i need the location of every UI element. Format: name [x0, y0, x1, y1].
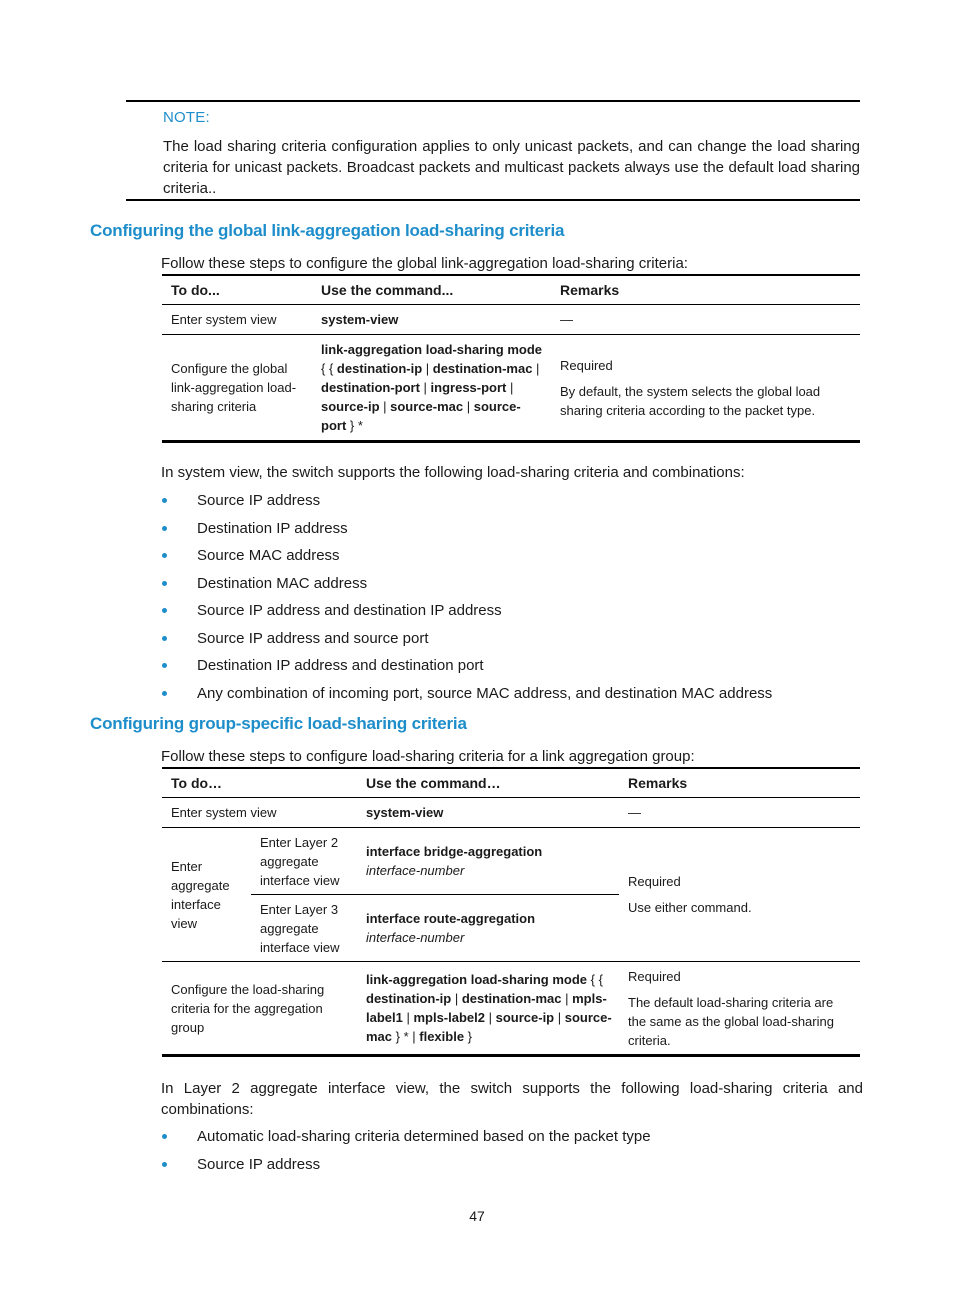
command-keyword: system-view [321, 312, 399, 327]
list-item-text: Source IP address and destination IP address [197, 602, 502, 619]
bullet-dot-icon [162, 663, 167, 668]
command-keyword: interface bridge-aggregation [366, 844, 543, 859]
command-keyword: interface route-aggregation [366, 911, 536, 926]
cell-command [357, 895, 619, 962]
cell-subtask: Enter Layer 2 aggregate interface view [251, 828, 357, 895]
cell-command [312, 305, 551, 335]
list-item [161, 1154, 651, 1182]
cell-remarks: — [551, 305, 860, 335]
list-item [161, 683, 772, 711]
cell-todo: Enter system view [162, 305, 312, 335]
command-syntax: | [419, 380, 431, 395]
command-syntax: | [485, 1010, 496, 1025]
command-argument: interface-number [366, 930, 465, 945]
command-syntax: { { [587, 972, 603, 987]
bullet-dot-icon [162, 608, 167, 613]
cell-remarks [619, 962, 860, 1056]
cell-todo: Configure the load-sharing criteria for the aggregation group [162, 962, 357, 1056]
command-keyword: mpls-label2 [413, 1010, 485, 1025]
list-item-text: Source IP address [197, 492, 321, 509]
list-item [161, 1126, 651, 1154]
cell-subtask: Enter Layer 3 aggregate interface view [251, 895, 357, 962]
command-keyword: destination-ip [366, 991, 452, 1006]
note-top-rule [126, 100, 860, 102]
header-remarks: Remarks [619, 768, 860, 798]
note-text: The load sharing criteria configuration applies to only unicast packets, and can change the load sharing criteria for unicast packets. Broadcast packets and multicast packets always use the default load sharing criteria.. [163, 138, 860, 197]
list-item [161, 518, 772, 546]
group-criteria-list [161, 1126, 651, 1181]
command-keyword: source-ip [495, 1010, 555, 1025]
table-header-row [162, 768, 860, 798]
global-criteria-list [161, 490, 772, 710]
section-after-group: In Layer 2 aggregate interface view, the switch supports the following load-sharing criteria and combinations: [161, 1080, 863, 1118]
list-item-text: Any combination of incoming port, source MAC address, and destination MAC address [197, 684, 773, 702]
bullet-dot-icon [162, 636, 167, 641]
list-item-text: Source IP address and source port [197, 629, 429, 647]
command-keyword: destination-mac [461, 991, 562, 1006]
command-syntax: { { [321, 361, 337, 376]
bullet-dot-icon [162, 526, 167, 531]
list-item-text: Source IP address [197, 1155, 321, 1173]
table-row [162, 305, 860, 335]
section-intro-group: Follow these steps to configure load-sharing criteria for a link aggregation group: [161, 748, 695, 765]
list-item [161, 628, 772, 656]
command-syntax: } * | [392, 1029, 420, 1044]
remarks-required: Required [628, 968, 681, 984]
bullet-dot-icon [162, 1162, 167, 1167]
command-keyword: ingress-port [430, 380, 507, 395]
cell-command [357, 962, 619, 1056]
cell-remarks: — [619, 798, 860, 828]
command-keyword: source-port [321, 399, 521, 433]
command-keyword: flexible [419, 1029, 465, 1044]
cell-remarks [619, 828, 860, 962]
cell-todo: Configure the global link-aggregation load-sharing criteria [162, 335, 312, 442]
command-syntax: | [451, 991, 462, 1006]
header-todo: To do... [162, 275, 312, 305]
table-header-row [162, 275, 860, 305]
bullet-dot-icon [162, 498, 167, 503]
list-item-text: Source MAC address [197, 547, 340, 564]
command-syntax: | [506, 380, 514, 395]
bullet-dot-icon [162, 581, 167, 586]
command-syntax: | [554, 1010, 565, 1025]
command-syntax: | [402, 1010, 414, 1025]
command-keyword: destination-ip [336, 361, 423, 376]
list-item-text: Destination MAC address [197, 574, 368, 592]
cell-remarks [551, 335, 860, 442]
header-remarks: Remarks [551, 275, 860, 305]
command-syntax: } * [346, 418, 363, 433]
command-keyword: source-ip [321, 399, 380, 414]
section-heading-group: Configuring group-specific load-sharing criteria [90, 714, 467, 733]
note-label: NOTE: [163, 109, 210, 126]
list-item [161, 600, 772, 628]
global-criteria-table [162, 274, 860, 443]
bullet-dot-icon [162, 1134, 167, 1139]
table-row [162, 335, 860, 442]
command-syntax: | [463, 399, 474, 414]
table-row [162, 828, 860, 895]
header-todo: To do… [162, 768, 357, 798]
list-item-text: Automatic load-sharing criteria determined based on the packet type [197, 1128, 651, 1145]
command-syntax: | [422, 361, 433, 376]
remarks-detail: By default, the system selects the global load sharing criteria according to the packet type. [560, 383, 821, 418]
header-command: Use the command... [312, 275, 551, 305]
command-keyword: destination-port [321, 380, 420, 395]
bullet-dot-icon [162, 553, 167, 558]
cell-todo: Enter system view [162, 798, 357, 828]
list-item [161, 545, 772, 573]
command-syntax: } [464, 1029, 473, 1044]
cell-command [312, 335, 551, 442]
command-keyword: link-aggregation load-sharing mode [321, 342, 543, 357]
command-syntax: | [379, 399, 391, 414]
bullet-dot-icon [162, 691, 167, 696]
list-item [161, 655, 772, 683]
list-item-text: Destination IP address and destination port [197, 657, 484, 674]
table-row [162, 798, 860, 828]
section-heading-global: Configuring the global link-aggregation load-sharing criteria [90, 221, 565, 240]
command-keyword: source-mac [390, 399, 464, 414]
table-row [162, 962, 860, 1056]
note-bottom-rule [126, 199, 860, 201]
list-item-text: Destination IP address [197, 519, 348, 537]
remarks-detail: Use either command. [628, 900, 752, 915]
command-keyword: source-mac [366, 1010, 612, 1044]
command-keyword: mpls-label1 [366, 991, 607, 1025]
list-item [161, 490, 772, 518]
remarks-required: Required [628, 874, 681, 889]
command-argument: interface-number [366, 863, 465, 878]
command-keyword: link-aggregation load-sharing mode [366, 972, 588, 987]
remarks-detail: The default load-sharing criteria are the same as the global load-sharing criteria. [628, 994, 834, 1048]
list-item [161, 573, 772, 601]
command-keyword: system-view [366, 805, 444, 820]
command-syntax: | [532, 361, 540, 376]
cell-command [357, 798, 619, 828]
cell-todo-group: Enter aggregate interface view [162, 828, 251, 962]
section-intro-global: Follow these steps to configure the global link-aggregation load-sharing criteria: [161, 255, 688, 272]
group-criteria-table [162, 767, 860, 1057]
page-number: 47 [469, 1208, 485, 1224]
command-keyword: destination-mac [432, 361, 533, 376]
remarks-required: Required [560, 357, 613, 373]
cell-command [357, 828, 619, 895]
command-syntax: | [561, 991, 573, 1006]
header-command: Use the command… [357, 768, 619, 798]
section-after-global: In system view, the switch supports the following load-sharing criteria and combinations: [161, 464, 745, 481]
